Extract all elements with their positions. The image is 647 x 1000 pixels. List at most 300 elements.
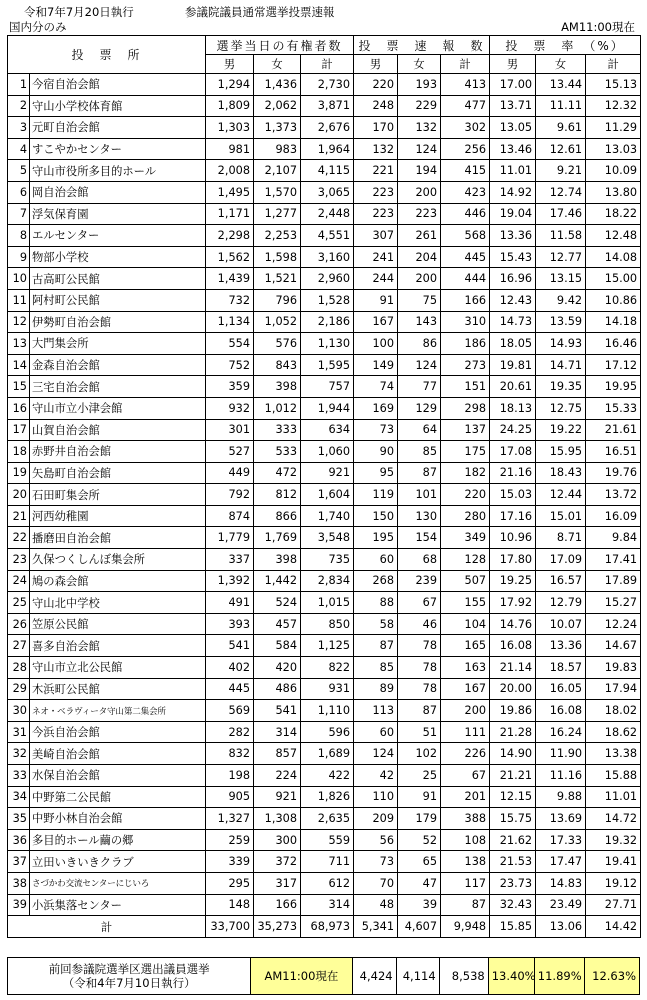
rate-female: 13.44 [536,74,586,96]
votes-total: 137 [441,419,490,441]
votes-male: 149 [354,354,398,376]
rate-total: 14.08 [586,246,641,268]
station-name: 守山小学校体育館 [30,95,206,117]
row-number: 1 [8,74,30,96]
registered-total: 1,528 [301,289,354,311]
station-name: 立田いきいきクラブ [30,851,206,873]
table-row [8,160,641,182]
total-row [8,916,641,938]
registered-female: 533 [254,441,301,463]
votes-female: 124 [398,138,441,160]
row-number: 12 [8,311,30,333]
registered-total: 850 [301,613,354,635]
rate-male: 15.75 [490,808,536,830]
votes-total: 117 [441,872,490,894]
votes-total: 413 [441,74,490,96]
rate-male: 12.43 [490,289,536,311]
votes-male: 73 [354,851,398,873]
registered-total: 2,676 [301,117,354,139]
rate-male: 15.03 [490,484,536,506]
rate-total: 15.33 [586,397,641,419]
votes-male: 132 [354,138,398,160]
rate-female: 18.57 [536,657,586,679]
table-row [8,95,641,117]
votes-male: 221 [354,160,398,182]
rate-male: 13.71 [490,95,536,117]
station-name: 物部小学校 [30,246,206,268]
rate-total: 19.76 [586,462,641,484]
station-name: 石田町集会所 [30,484,206,506]
rate-female: 9.21 [536,160,586,182]
table-row [8,419,641,441]
rate-female: 12.44 [536,484,586,506]
rate-total: 16.46 [586,333,641,355]
registered-female: 1,012 [254,397,301,419]
row-number: 32 [8,743,30,765]
votes-female: 204 [398,246,441,268]
rate-total: 13.80 [586,181,641,203]
votes-total: 87 [441,894,490,916]
table-row [8,462,641,484]
rate-header: 投 票 率 （%） [490,36,641,55]
registered-male: 259 [206,829,254,851]
votes-female: 39 [398,894,441,916]
registered-male: 393 [206,613,254,635]
rate-total: 15.88 [586,765,641,787]
rate-male: 13.46 [490,138,536,160]
votes-female: 229 [398,95,441,117]
row-number: 34 [8,786,30,808]
station-name: 今宿自治会館 [30,74,206,96]
rate-male: 12.15 [490,786,536,808]
votes-total: 415 [441,160,490,182]
rate-female: 15.95 [536,441,586,463]
station-name: 多目的ホール繭の郷 [30,829,206,851]
rate-male: 20.61 [490,376,536,398]
registered-male: 1,779 [206,527,254,549]
rate-female: 17.33 [536,829,586,851]
registered-female: 1,769 [254,527,301,549]
table-row [8,289,641,311]
rate-total: 15.00 [586,268,641,290]
total-registered-female: 35,273 [254,916,301,938]
rate-male: 19.25 [490,570,536,592]
registered-female: 812 [254,484,301,506]
table-row [8,268,641,290]
votes-total: 128 [441,549,490,571]
rate-male: 17.92 [490,592,536,614]
table-row [8,829,641,851]
votes-total: 349 [441,527,490,549]
votes-female: 132 [398,117,441,139]
row-number: 37 [8,851,30,873]
rate-total: 13.72 [586,484,641,506]
registered-header: 選挙当日の有権者数 [206,36,354,55]
rate-total: 19.41 [586,851,641,873]
votes-male: 48 [354,894,398,916]
registered-total: 1,060 [301,441,354,463]
registered-total: 921 [301,462,354,484]
station-name: 中野小林自治会館 [30,808,206,830]
registered-male: 337 [206,549,254,571]
votes-male: 74 [354,376,398,398]
rate-female: 16.08 [536,700,586,722]
male-header: 男 [490,55,536,74]
registered-male: 527 [206,441,254,463]
total-votes-total: 9,948 [441,916,490,938]
registered-total: 1,964 [301,138,354,160]
votes-total: 280 [441,505,490,527]
station-name: 守山市役所多目的ホール [30,160,206,182]
table-row [8,74,641,96]
registered-total: 596 [301,721,354,743]
registered-female: 921 [254,786,301,808]
station-name: 守山北中学校 [30,592,206,614]
table-row [8,678,641,700]
votes-female: 154 [398,527,441,549]
votes-female: 68 [398,549,441,571]
total-rate-male: 15.85 [490,916,536,938]
rate-total: 17.41 [586,549,641,571]
station-header: 投 票 所 [8,36,206,74]
votes-male: 124 [354,743,398,765]
station-name: 美崎自治会館 [30,743,206,765]
votes-female: 85 [398,441,441,463]
votes-female: 124 [398,354,441,376]
registered-male: 491 [206,592,254,614]
votes-male: 170 [354,117,398,139]
table-row [8,311,641,333]
table-row [8,851,641,873]
votes-female: 78 [398,635,441,657]
registered-total: 3,548 [301,527,354,549]
registered-total: 1,110 [301,700,354,722]
registered-male: 1,562 [206,246,254,268]
station-name: 河西幼稚園 [30,505,206,527]
registered-total: 612 [301,872,354,894]
station-name: 山賀自治会館 [30,419,206,441]
rate-total: 13.03 [586,138,641,160]
station-name: 笠原公民館 [30,613,206,635]
votes-total: 298 [441,397,490,419]
registered-total: 1,130 [301,333,354,355]
rate-male: 21.14 [490,657,536,679]
votes-total: 186 [441,333,490,355]
as-of-time: AM11:00現在 [561,20,635,34]
table-row [8,246,641,268]
rate-total: 13.38 [586,743,641,765]
rate-male: 16.96 [490,268,536,290]
registered-total: 2,635 [301,808,354,830]
votes-male: 73 [354,419,398,441]
registered-male: 981 [206,138,254,160]
rate-female: 12.77 [536,246,586,268]
total-votes-female: 4,607 [398,916,441,938]
row-number: 7 [8,203,30,225]
registered-female: 1,570 [254,181,301,203]
table-row [8,397,641,419]
votes-male: 56 [354,829,398,851]
rate-male: 17.00 [490,74,536,96]
votes-total: 201 [441,786,490,808]
registered-female: 420 [254,657,301,679]
registered-total: 757 [301,376,354,398]
votes-male: 87 [354,635,398,657]
station-name: 小浜集落センター [30,894,206,916]
rate-male: 15.43 [490,246,536,268]
table-row [8,613,641,635]
votes-total: 108 [441,829,490,851]
registered-total: 3,871 [301,95,354,117]
votes-female: 129 [398,397,441,419]
station-name: 守山市立小津会館 [30,397,206,419]
registered-male: 1,171 [206,203,254,225]
registered-total: 1,604 [301,484,354,506]
votes-male: 223 [354,203,398,225]
scope-note: 国内分のみ [9,20,67,34]
rate-male: 21.21 [490,765,536,787]
registered-female: 866 [254,505,301,527]
rate-total: 12.24 [586,613,641,635]
rate-male: 23.73 [490,872,536,894]
registered-male: 1,439 [206,268,254,290]
registered-female: 1,521 [254,268,301,290]
row-number: 39 [8,894,30,916]
votes-male: 85 [354,657,398,679]
station-name: 播磨田自治会館 [30,527,206,549]
total-header: 計 [441,55,490,74]
rate-male: 16.08 [490,635,536,657]
registered-male: 1,809 [206,95,254,117]
rate-total: 18.22 [586,203,641,225]
rate-male: 21.62 [490,829,536,851]
registered-total: 3,160 [301,246,354,268]
rate-total: 15.13 [586,74,641,96]
registered-female: 372 [254,851,301,873]
registered-total: 1,015 [301,592,354,614]
table-row [8,376,641,398]
votes-female: 261 [398,225,441,247]
rate-total: 19.12 [586,872,641,894]
votes-male: 91 [354,289,398,311]
table-row [8,527,641,549]
rate-female: 12.74 [536,181,586,203]
registered-female: 457 [254,613,301,635]
rate-male: 13.05 [490,117,536,139]
row-number: 31 [8,721,30,743]
rate-total: 18.02 [586,700,641,722]
registered-female: 486 [254,678,301,700]
votes-total: 507 [441,570,490,592]
registered-female: 300 [254,829,301,851]
votes-female: 87 [398,462,441,484]
rate-total: 10.09 [586,160,641,182]
votes-female: 87 [398,700,441,722]
votes-female: 51 [398,721,441,743]
rate-female: 13.15 [536,268,586,290]
table-row [8,872,641,894]
row-number: 26 [8,613,30,635]
registered-female: 576 [254,333,301,355]
table-row [8,657,641,679]
registered-male: 732 [206,289,254,311]
registered-female: 1,052 [254,311,301,333]
table-row [8,570,641,592]
station-name: 水保自治会館 [30,765,206,787]
row-number: 21 [8,505,30,527]
station-name: 矢島町自治会館 [30,462,206,484]
registered-total: 1,689 [301,743,354,765]
rate-male: 32.43 [490,894,536,916]
row-number: 10 [8,268,30,290]
female-header: 女 [398,55,441,74]
rate-female: 12.61 [536,138,586,160]
votes-male: 150 [354,505,398,527]
votes-total: 175 [441,441,490,463]
registered-female: 796 [254,289,301,311]
registered-female: 2,253 [254,225,301,247]
votes-male: 90 [354,441,398,463]
votes-male: 58 [354,613,398,635]
registered-male: 2,008 [206,160,254,182]
rate-male: 21.16 [490,462,536,484]
votes-male: 42 [354,765,398,787]
registered-male: 2,298 [206,225,254,247]
rate-total: 19.83 [586,657,641,679]
votes-female: 179 [398,808,441,830]
rate-total: 11.01 [586,786,641,808]
table-row [8,181,641,203]
registered-female: 584 [254,635,301,657]
rate-female: 13.59 [536,311,586,333]
row-number: 5 [8,160,30,182]
rate-male: 17.16 [490,505,536,527]
rate-female: 19.22 [536,419,586,441]
table-row [8,549,641,571]
row-number: 13 [8,333,30,355]
registered-male: 1,134 [206,311,254,333]
registered-male: 282 [206,721,254,743]
votes-male: 244 [354,268,398,290]
table-row [8,505,641,527]
rate-female: 12.79 [536,592,586,614]
rate-female: 11.90 [536,743,586,765]
row-number: 36 [8,829,30,851]
registered-total: 1,125 [301,635,354,657]
row-number: 6 [8,181,30,203]
rate-total: 12.48 [586,225,641,247]
registered-female: 983 [254,138,301,160]
row-number: 29 [8,678,30,700]
rate-total: 19.32 [586,829,641,851]
previous-votes-male: 4,424 [352,958,396,995]
registered-female: 224 [254,765,301,787]
station-name: 金森自治会館 [30,354,206,376]
rate-male: 21.28 [490,721,536,743]
registered-male: 554 [206,333,254,355]
previous-election-table [7,957,640,995]
previous-election-label [8,958,251,995]
votes-female: 78 [398,678,441,700]
row-number: 14 [8,354,30,376]
votes-total: 165 [441,635,490,657]
rate-male: 20.00 [490,678,536,700]
votes-male: 60 [354,721,398,743]
rate-female: 10.07 [536,613,586,635]
row-number: 11 [8,289,30,311]
votes-total: 256 [441,138,490,160]
rate-total: 14.72 [586,808,641,830]
votes-female: 200 [398,181,441,203]
registered-total: 3,065 [301,181,354,203]
rate-female: 9.42 [536,289,586,311]
registered-male: 1,327 [206,808,254,830]
station-name: 久保つくしんぼ集会所 [30,549,206,571]
table-row [8,786,641,808]
rate-female: 16.57 [536,570,586,592]
rate-female: 19.35 [536,376,586,398]
registered-male: 449 [206,462,254,484]
station-name: 古高町公民館 [30,268,206,290]
registered-female: 398 [254,549,301,571]
votes-total: 163 [441,657,490,679]
row-number: 33 [8,765,30,787]
votes-female: 25 [398,765,441,787]
votes-female: 78 [398,657,441,679]
registered-female: 1,373 [254,117,301,139]
rate-total: 14.18 [586,311,641,333]
registered-male: 402 [206,657,254,679]
station-name: 三宅自治会館 [30,376,206,398]
table-row [8,117,641,139]
rate-total: 14.67 [586,635,641,657]
registered-male: 1,294 [206,74,254,96]
election-date: 令和7年7月20日執行 [24,5,134,19]
registered-total: 1,944 [301,397,354,419]
rate-total: 11.29 [586,117,641,139]
registered-male: 792 [206,484,254,506]
rate-female: 9.61 [536,117,586,139]
registered-male: 905 [206,786,254,808]
registered-male: 198 [206,765,254,787]
rate-female: 23.49 [536,894,586,916]
votes-male: 169 [354,397,398,419]
total-registered-male: 33,700 [206,916,254,938]
station-name: 伊勢町自治会館 [30,311,206,333]
registered-female: 317 [254,872,301,894]
station-name: 赤野井自治会館 [30,441,206,463]
registered-female: 857 [254,743,301,765]
table-row [8,808,641,830]
station-name: 元町自治会館 [30,117,206,139]
rate-total: 16.51 [586,441,641,463]
station-name: 浮気保育園 [30,203,206,225]
rate-male: 19.86 [490,700,536,722]
votes-female: 239 [398,570,441,592]
total-votes-male: 5,341 [354,916,398,938]
rate-total: 12.32 [586,95,641,117]
registered-male: 295 [206,872,254,894]
registered-total: 314 [301,894,354,916]
votes-male: 95 [354,462,398,484]
registered-male: 1,303 [206,117,254,139]
total-rate-female: 13.06 [536,916,586,938]
rate-female: 9.88 [536,786,586,808]
votes-female: 200 [398,268,441,290]
registered-female: 524 [254,592,301,614]
rate-male: 19.04 [490,203,536,225]
registered-female: 1,436 [254,74,301,96]
